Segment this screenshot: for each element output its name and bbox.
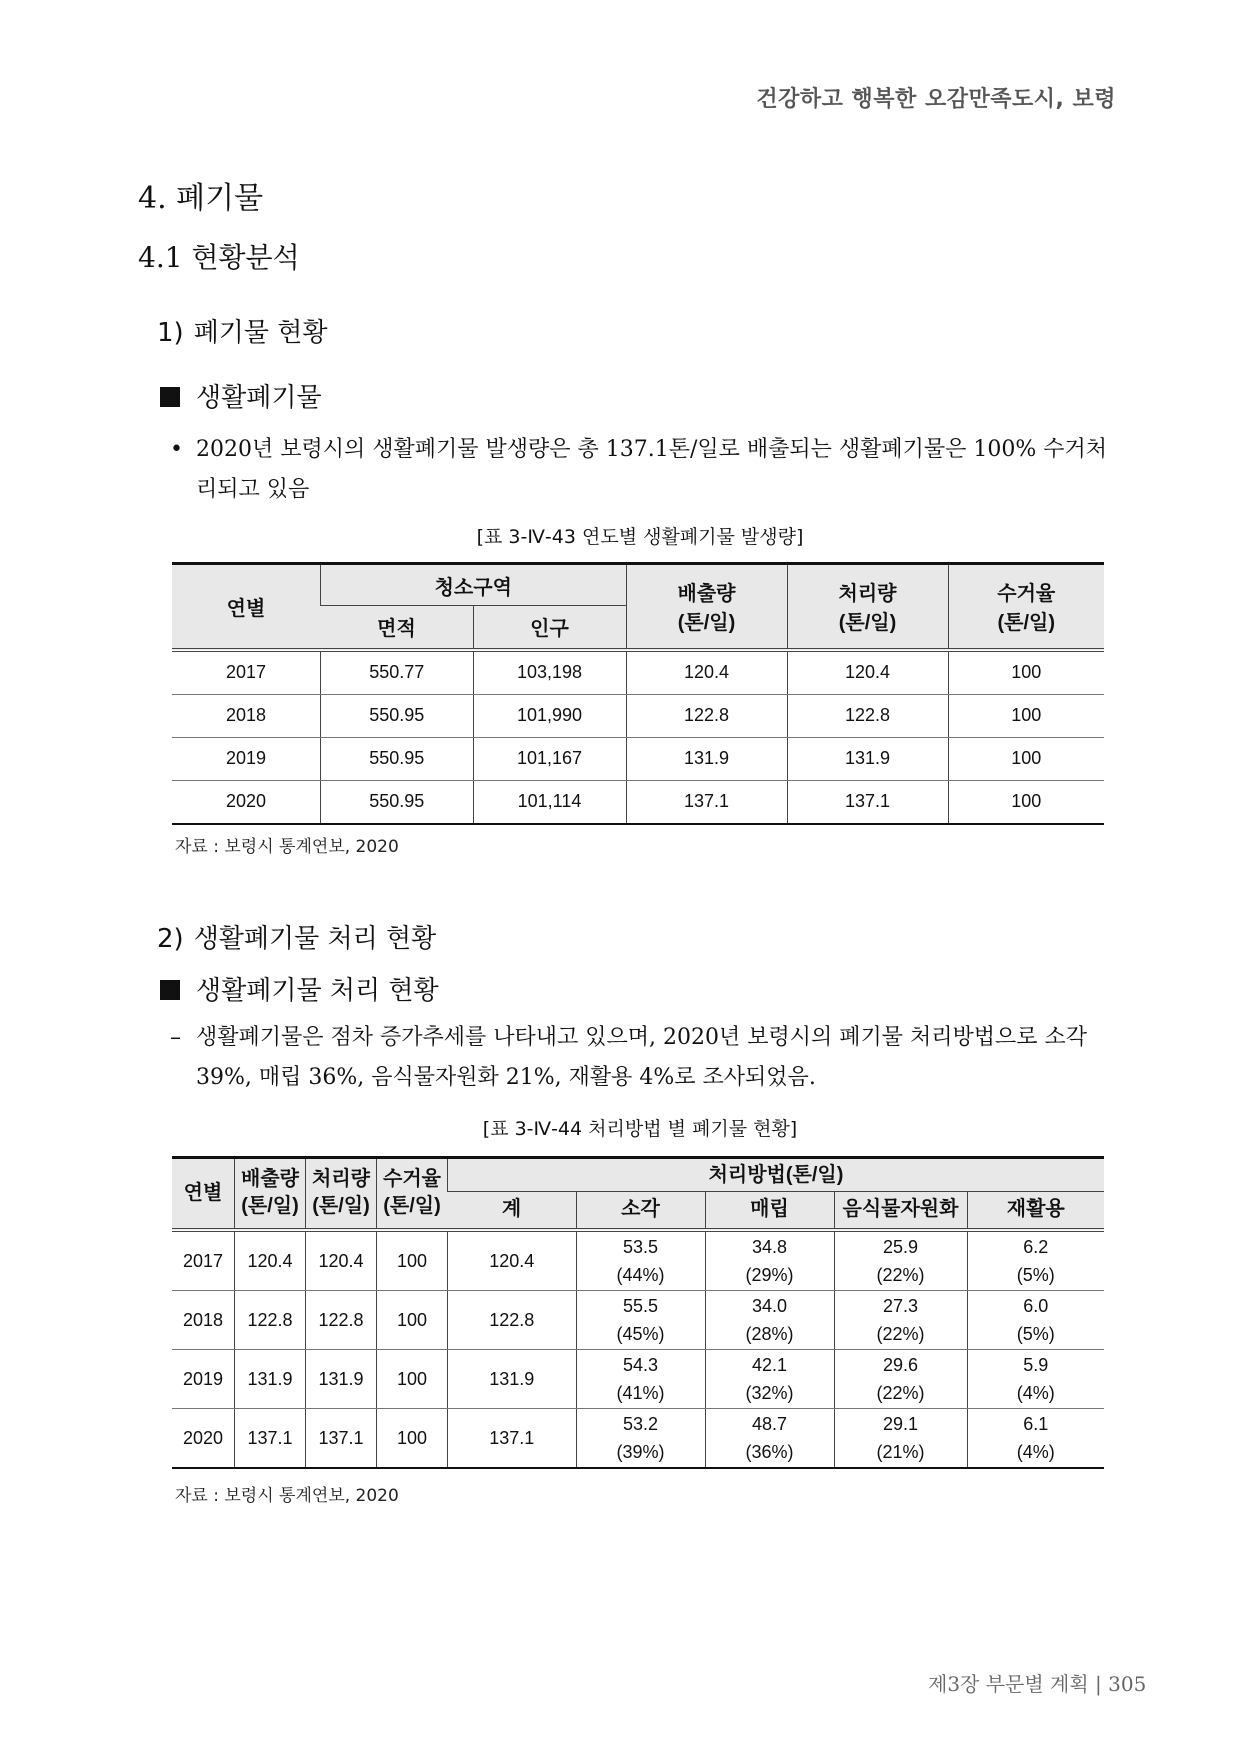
col-year-header: 연별 bbox=[172, 1158, 235, 1230]
col-method-header: 처리방법(톤/일) bbox=[448, 1158, 1105, 1192]
running-header: 건강하고 행복한 오감만족도시, 보령 bbox=[756, 87, 1116, 112]
part1-paragraph bbox=[170, 430, 1120, 510]
col-food-header: 음식물자원화 bbox=[834, 1192, 967, 1230]
page-footer: 제3장 부문별 계획 | 305 bbox=[928, 1672, 1147, 1696]
col-area-header: 면적 bbox=[321, 606, 474, 650]
part1-heading bbox=[157, 312, 328, 349]
part1-subheading-text: 생활폐기물 bbox=[196, 383, 322, 413]
table1-caption: [표 3-Ⅳ-43 연도별 생활폐기물 발생량] bbox=[476, 526, 804, 548]
part2-paragraph bbox=[170, 1018, 1120, 1098]
col-year-header: 연별 bbox=[172, 564, 321, 650]
table-row: 2017 120.4 120.4 100 120.4 53.5 (44%) 34.8 (29%) 25.9 (22%) 6.2 (5%) bbox=[172, 1230, 1104, 1291]
col-total-header: 계 bbox=[448, 1192, 577, 1230]
table-row: 2019 550.95 101,167 131.9 131.9 100 bbox=[172, 737, 1104, 780]
part1-heading-text: 폐기물 현황 bbox=[193, 318, 328, 348]
section-title: 폐기물 bbox=[176, 181, 264, 216]
treatment-method-table bbox=[172, 1156, 1104, 1469]
subsection-heading bbox=[138, 236, 300, 276]
table-row: 2020 550.95 101,114 137.1 137.1 100 bbox=[172, 780, 1104, 824]
part2-paragraph-text: 생활폐기물은 점차 증가추세를 나타내고 있으며, 2020년 보령시의 폐기물 처리방법으로 소각 39%, 매립 36%, 음식물자원화 21%, 재활용 4%로 조사되었음. bbox=[196, 1025, 1087, 1090]
table-row: 2019 131.9 131.9 100 131.9 54.3 (41%) 42.1 (32%) 29.6 (22%) 5.9 (4%) bbox=[172, 1349, 1104, 1408]
subsection-title: 현황분석 bbox=[191, 241, 300, 274]
col-collection-header: 수거율 (톤/일) bbox=[377, 1158, 448, 1230]
table2-source: 자료 : 보령시 통계연보, 2020 bbox=[175, 1486, 399, 1506]
col-treatment-header: 처리량 (톤/일) bbox=[787, 564, 948, 650]
waste-generation-table bbox=[172, 562, 1104, 825]
section-number: 4. bbox=[138, 181, 167, 216]
part2-heading bbox=[157, 918, 436, 955]
bullet-icon: • bbox=[170, 437, 183, 462]
part2-heading-number: 2) bbox=[157, 924, 184, 954]
part2-heading-text: 생활폐기물 처리 현황 bbox=[193, 924, 437, 954]
table2-caption: [표 3-Ⅳ-44 처리방법 별 폐기물 현황] bbox=[482, 1118, 798, 1140]
col-emission-header: 배출량 (톤/일) bbox=[235, 1158, 306, 1230]
subsection-number: 4.1 bbox=[138, 241, 183, 274]
part1-paragraph-text: 2020년 보령시의 생활폐기물 발생량은 총 137.1톤/일로 배출되는 생활폐기물은 100% 수거처리되고 있음 bbox=[196, 437, 1108, 502]
col-population-header: 인구 bbox=[473, 606, 626, 650]
col-emission-header: 배출량 (톤/일) bbox=[626, 564, 787, 650]
table1-source: 자료 : 보령시 통계연보, 2020 bbox=[175, 837, 399, 857]
part1-heading-number: 1) bbox=[157, 318, 184, 348]
col-landfill-header: 매립 bbox=[705, 1192, 834, 1230]
col-cleaning-area-header: 청소구역 bbox=[321, 564, 627, 606]
col-collection-header: 수거율 (톤/일) bbox=[948, 564, 1104, 650]
square-bullet-icon bbox=[160, 387, 180, 407]
col-treatment-header: 처리량 (톤/일) bbox=[306, 1158, 377, 1230]
table-row: 2020 137.1 137.1 100 137.1 53.2 (39%) 48.7 (36%) 29.1 (21%) 6.1 (4%) bbox=[172, 1408, 1104, 1468]
dash-icon: – bbox=[170, 1025, 181, 1050]
table-row: 2018 122.8 122.8 100 122.8 55.5 (45%) 34.0 (28%) 27.3 (22%) 6.0 (5%) bbox=[172, 1290, 1104, 1349]
col-incineration-header: 소각 bbox=[576, 1192, 705, 1230]
table-row: 2018 550.95 101,990 122.8 122.8 100 bbox=[172, 694, 1104, 737]
part2-subheading bbox=[160, 970, 439, 1007]
part1-subheading bbox=[160, 377, 322, 414]
square-bullet-icon bbox=[160, 980, 180, 1000]
section-heading bbox=[138, 173, 263, 217]
col-recycling-header: 재활용 bbox=[967, 1192, 1104, 1230]
part2-subheading-text: 생활폐기물 처리 현황 bbox=[196, 976, 439, 1006]
table-row: 2017 550.77 103,198 120.4 120.4 100 bbox=[172, 650, 1104, 695]
